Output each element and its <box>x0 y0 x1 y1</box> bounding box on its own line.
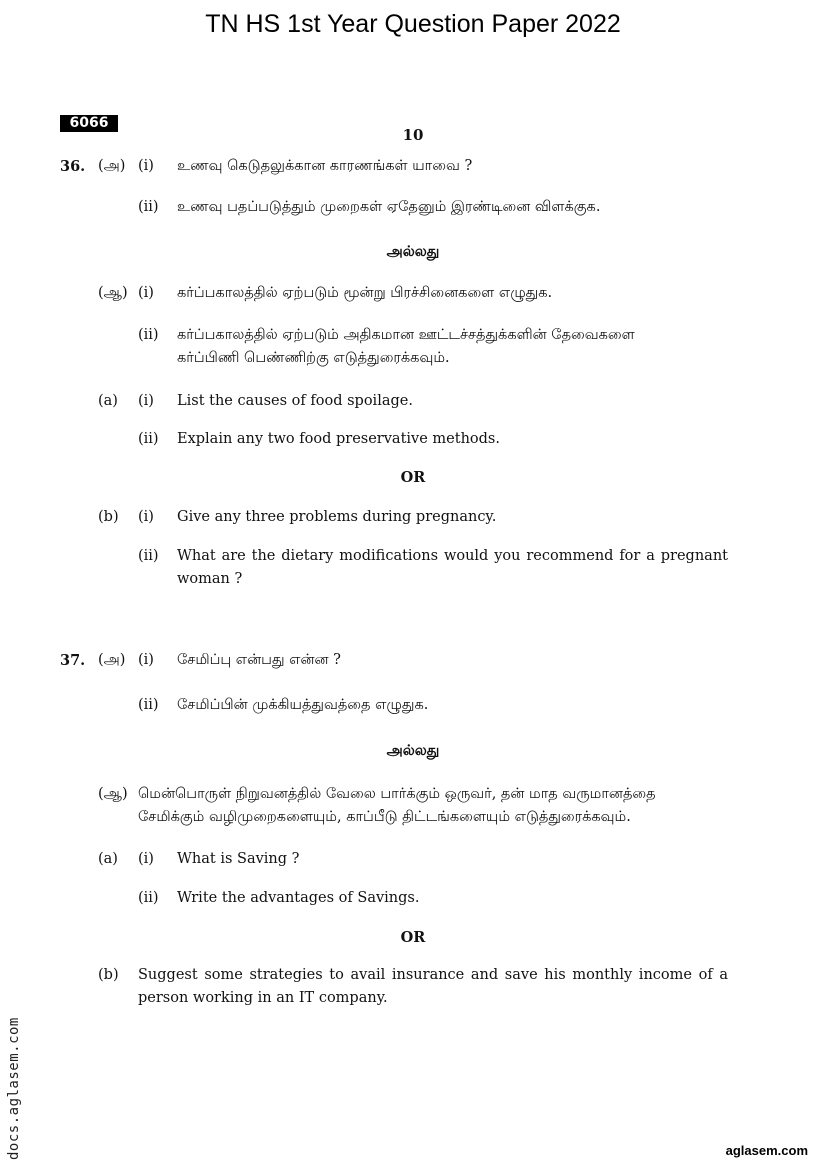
q37-ea-i-label: (i) <box>138 851 154 867</box>
q36-eb-i-label: (i) <box>138 509 154 525</box>
q37-ea-ii-label: (ii) <box>138 890 159 906</box>
q37-english-a-ii-text: Write the advantages of Savings. <box>177 890 420 906</box>
q36-tamil-b-i-text: கர்ப்பகாலத்தில் ஏற்படும் மூன்று பிரச்சினைகளை எழுதுக. <box>177 285 553 301</box>
or-separator-tamil-2: அல்லது <box>386 742 440 759</box>
question-number-36: 36. <box>60 158 86 175</box>
q37-english-b-text: Suggest some strategies to avail insurance and save his monthly income of a person working in an IT company. <box>138 967 728 1006</box>
q37-tamil-b-label: (ஆ) <box>98 786 128 802</box>
q36-english-a-ii-text: Explain any two food preservative methods. <box>177 431 500 447</box>
q36-a-label: (a) <box>98 393 118 409</box>
q36-eb-ii-label: (ii) <box>138 548 159 564</box>
page-title: TN HS 1st Year Question Paper 2022 <box>205 10 621 38</box>
q37-english-a-i-text: What is Saving ? <box>177 851 300 867</box>
q37-tamil-a-ii-text: சேமிப்பின் முக்கியத்துவத்தை எழுதுக. <box>177 697 429 713</box>
side-watermark-url: docs.aglasem.com <box>6 1017 22 1160</box>
or-separator-tamil: அல்லது <box>386 243 440 260</box>
page-number: 10 <box>402 126 424 144</box>
q37-ta-i-label: (i) <box>138 652 154 668</box>
q36-ea-i-label: (i) <box>138 393 154 409</box>
footer-brand: aglasem.com <box>725 1143 808 1158</box>
q36-tamil-a-label: (அ) <box>98 158 126 174</box>
q37-tamil-b-line2: சேமிக்கும் வழிமுறைகளையும், காப்பீடு திட்டங்களையும் எடுத்துரைக்கவும். <box>138 809 631 825</box>
q36-ea-ii-label: (ii) <box>138 431 159 447</box>
q37-tamil-b-line1: மென்பொருள் நிறுவனத்தில் வேலை பார்க்கும் ஒருவர், தன் மாத வருமானத்தை <box>138 786 656 802</box>
q37-b-label: (b) <box>98 967 119 983</box>
q36-english-a-i-text: List the causes of food spoilage. <box>177 393 413 409</box>
or-separator-english-2: OR <box>400 929 426 946</box>
q36-tamil-b-ii-line2: கர்ப்பிணி பெண்ணிற்கு எடுத்துரைக்கவும். <box>177 350 450 366</box>
q36-english-b-i-text: Give any three problems during pregnancy. <box>177 509 497 525</box>
q36-ta-i-label: (i) <box>138 158 154 174</box>
q36-tb-ii-label: (ii) <box>138 327 159 343</box>
q36-tamil-a-ii-text: உணவு பதப்படுத்தும் முறைகள் ஏதேனும் இரண்டினை விளக்குக. <box>177 199 601 215</box>
q36-tb-i-label: (i) <box>138 285 154 301</box>
q37-ta-ii-label: (ii) <box>138 697 159 713</box>
q36-english-b-ii-text: What are the dietary modifications would you recommend for a pregnant woman ? <box>177 548 728 587</box>
q36-tamil-b-label: (ஆ) <box>98 285 128 301</box>
or-separator-english: OR <box>400 469 426 486</box>
q36-b-label: (b) <box>98 509 119 525</box>
q36-tamil-b-ii-line1: கர்ப்பகாலத்தில் ஏற்படும் அதிகமான ஊட்டச்சத்துக்களின் தேவைகளை <box>177 327 635 343</box>
q36-tamil-a-i-text: உணவு கெடுதலுக்கான காரணங்கள் யாவை ? <box>177 158 473 174</box>
q37-tamil-a-i-text: சேமிப்பு என்பது என்ன ? <box>177 652 341 668</box>
q36-ta-ii-label: (ii) <box>138 199 159 215</box>
q37-tamil-a-label: (அ) <box>98 652 126 668</box>
q37-a-label: (a) <box>98 851 118 867</box>
question-number-37: 37. <box>60 652 86 669</box>
paper-code-badge: 6066 <box>60 115 118 132</box>
